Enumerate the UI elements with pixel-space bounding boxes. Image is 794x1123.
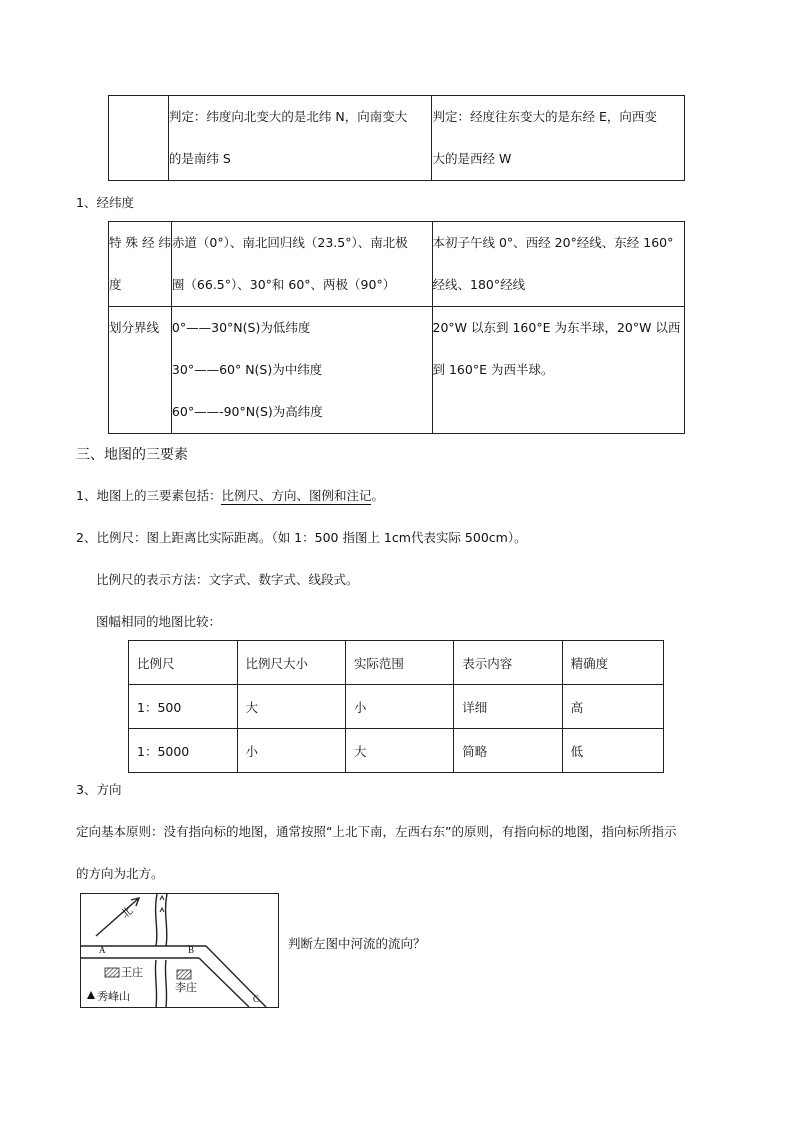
compare-header: 比例尺大小: [237, 641, 345, 685]
direction-text-2: 的方向为北方。: [76, 866, 164, 881]
cell-text: 度: [109, 277, 122, 292]
north-label: 北: [118, 903, 136, 921]
village-hatch-icon: [177, 970, 191, 979]
cell-text: 判定：纬度向北变大的是北纬 N，向南变大: [168, 109, 408, 124]
section-latlon-title: 1、经纬度: [76, 195, 134, 210]
item1: [76, 486, 384, 504]
cell-text: 赤道（0°）、南北回归线（23.5°）、南北极: [171, 235, 408, 250]
top-table-label-cell: [109, 96, 169, 181]
cell-text: 判定：经度往东变大的是东经 E，向西变: [432, 109, 657, 124]
direction-text-1: 定向基本原则：没有指向标的地图，通常按照“上北下南，左西右东”的原则，有指向标的地图，指向标所指示: [76, 824, 677, 839]
map-question: 判断左图中河流的流向？: [288, 936, 426, 951]
cell-text: 特 殊 经 纬: [109, 235, 171, 250]
compare-header-row: [129, 641, 664, 685]
point-b-label: B: [188, 945, 195, 955]
compare-header: 实际范围: [345, 641, 453, 685]
compare-header: 精确度: [562, 641, 663, 685]
section-direction-title: 3、方向: [76, 782, 122, 797]
cell-text: 圈（66.5°）、30°和 60°、两极（90°）: [171, 277, 396, 292]
cell-text: 20°W 以东到 160°E 为东半球，20°W 以西: [432, 320, 681, 335]
compare-cell: 高: [562, 685, 663, 729]
latlon-table: [108, 221, 685, 434]
latlon-row2-lon: [432, 307, 685, 434]
compare-cell: 1：5000: [129, 729, 238, 773]
compare-cell: 低: [562, 729, 663, 773]
cell-text: 划分界线: [109, 320, 160, 335]
river: [156, 894, 167, 946]
village-hatch-icon: [105, 968, 119, 977]
table-row: [129, 729, 664, 773]
latlon-row1-label: [109, 222, 172, 307]
point-a-label: A: [99, 945, 106, 955]
latlon-row1-lon: [432, 222, 685, 307]
item1-suffix: 。: [371, 488, 384, 503]
compare-cell: 简略: [454, 729, 562, 773]
compare-cell: 详细: [454, 685, 562, 729]
top-table: [108, 95, 685, 181]
item1-underlined: 比例尺、方向、图例和注记: [221, 488, 372, 503]
item1-prefix: 1、地图上的三要素包括：: [76, 488, 222, 503]
point-c-label: C: [253, 994, 260, 1004]
top-table-lon-cell: [432, 96, 685, 181]
item2: 2、比例尺：图上距离比实际距离。（如 1：500 指图上 1cm代表实际 500cm）。: [76, 530, 527, 545]
mountain-label: 秀峰山: [97, 990, 130, 1003]
village-wang-label: 王庄: [121, 966, 143, 979]
compare-cell: 小: [237, 729, 345, 773]
scale-methods: 比例尺的表示方法：文字式、数字式、线段式。: [96, 572, 359, 587]
river-direction-map: [80, 893, 279, 1008]
latlon-row2-label: [109, 307, 172, 434]
cell-text: 的是南纬 S: [168, 151, 231, 166]
table-row: [129, 685, 664, 729]
compare-header: 表示内容: [454, 641, 562, 685]
latlon-row1-lat: [171, 222, 432, 307]
cell-text: 到 160°E 为西半球。: [432, 362, 554, 377]
cell-text: 大的是西经 W: [432, 151, 512, 166]
compare-cell: 1：500: [129, 685, 238, 729]
cell-text: 本初子午线 0°、西经 20°经线、东经 160°: [432, 235, 674, 250]
compare-cell: 大: [345, 729, 453, 773]
compare-header: 比例尺: [129, 641, 238, 685]
cell-text: 0°——30°N(S)为低纬度: [171, 320, 311, 335]
cell-text: 60°——-90°N(S)为高纬度: [171, 404, 323, 419]
section-three-elements-title: 三、地图的三要素: [76, 447, 188, 463]
latlon-row2-lat: [171, 307, 432, 434]
compare-cell: 大: [237, 685, 345, 729]
compare-cell: 小: [345, 685, 453, 729]
cell-text: 经线、180°经线: [432, 277, 526, 292]
village-li-label: 李庄: [175, 981, 197, 994]
top-table-lat-cell: [168, 96, 432, 181]
compare-table: [128, 640, 664, 773]
mountain-icon: [87, 991, 95, 999]
cell-text: 30°——60° N(S)为中纬度: [171, 362, 323, 377]
compare-title: 图幅相同的地图比较：: [96, 614, 222, 629]
